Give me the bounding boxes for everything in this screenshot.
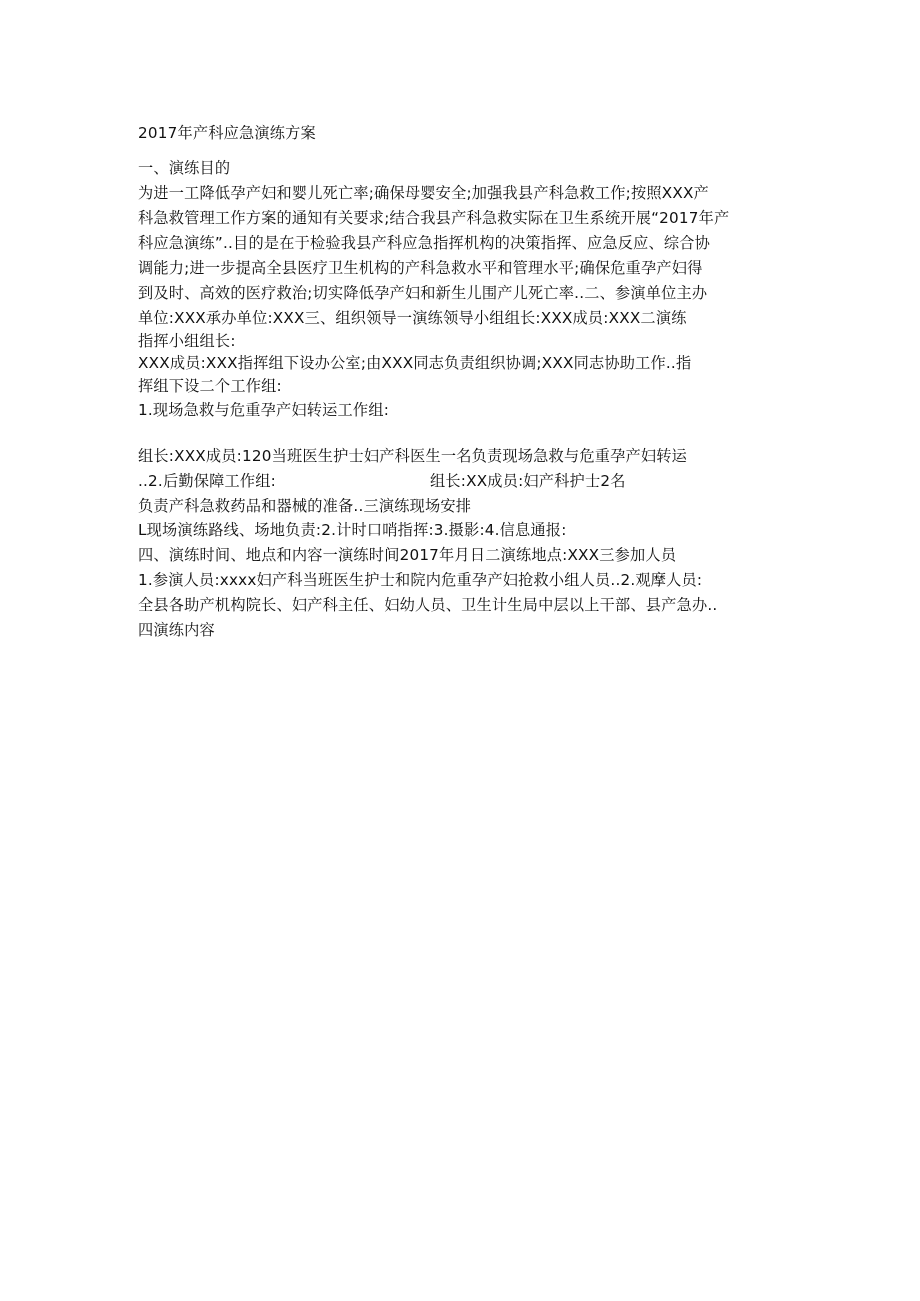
text-line-12: 组长:XXX成员:120当班医生护士妇产科医生一名负责现场急救与危重孕产妇转运 (138, 447, 688, 465)
text-line-14: 负责产科急救药品和器械的准备..三演练现场安排 (138, 497, 472, 515)
text-line-3: 科急救管理工作方案的通知有关要求;结合我县产科急救实际在卫生系统开展“2017年产 (138, 209, 730, 227)
text-line-13-right: 组长:XX成员:妇产科护士2名 (430, 472, 626, 490)
text-line-16: 四、演练时间、地点和内容一演练时间2017年月日二演练地点:XXX三参加人员 (138, 546, 677, 564)
text-line-9: XXX成员:XXX指挥组下设办公室;由XXX同志负责组织协调;XXX同志协助工作..指 (138, 354, 692, 372)
text-line-4: 科应急演练”..目的是在于检验我县产科应急指挥机构的决策指挥、应急反应、综合协 (138, 234, 711, 252)
text-line-19: 四演练内容 (138, 621, 215, 639)
text-line-11: 1.现场急救与危重孕产妇转运工作组: (138, 401, 390, 419)
text-line-5: 调能力;进一步提高全县医疗卫生机构的产科急救水平和管理水平;确保危重孕产妇得 (138, 259, 703, 277)
text-line-1: 一、演练目的 (138, 159, 231, 177)
text-line-8: 指挥小组组长: (138, 332, 236, 350)
document-title: 2017年产科应急演练方案 (138, 124, 316, 142)
text-line-15: L现场演练路线、场地负责:2.计时口哨指挥:3.摄影:4.信息通报: (138, 521, 567, 539)
text-line-18: 全县各助产机构院长、妇产科主任、妇幼人员、卫生计生局中层以上干部、县产急办.. (138, 596, 718, 614)
text-line-17: 1.参演人员:xxxx妇产科当班医生护士和院内危重孕产妇抢救小组人员..2.观摩人员: (138, 571, 703, 589)
text-line-10: 挥组下设二个工作组: (138, 377, 282, 395)
text-line-13: ..2.后勤保障工作组: (138, 472, 276, 490)
text-line-6: 到及时、高效的医疗救治;切实降低孕产妇和新生儿围产儿死亡率..二、参演单位主办 (138, 284, 708, 302)
text-line-7: 单位:XXX承办单位:XXX三、组织领导一演练领导小组组长:XXX成员:XXX二演练 (138, 309, 687, 327)
text-line-2: 为进一工降低孕产妇和婴儿死亡率;确保母婴安全;加强我县产科急救工作;按照XXX产 (138, 184, 709, 202)
